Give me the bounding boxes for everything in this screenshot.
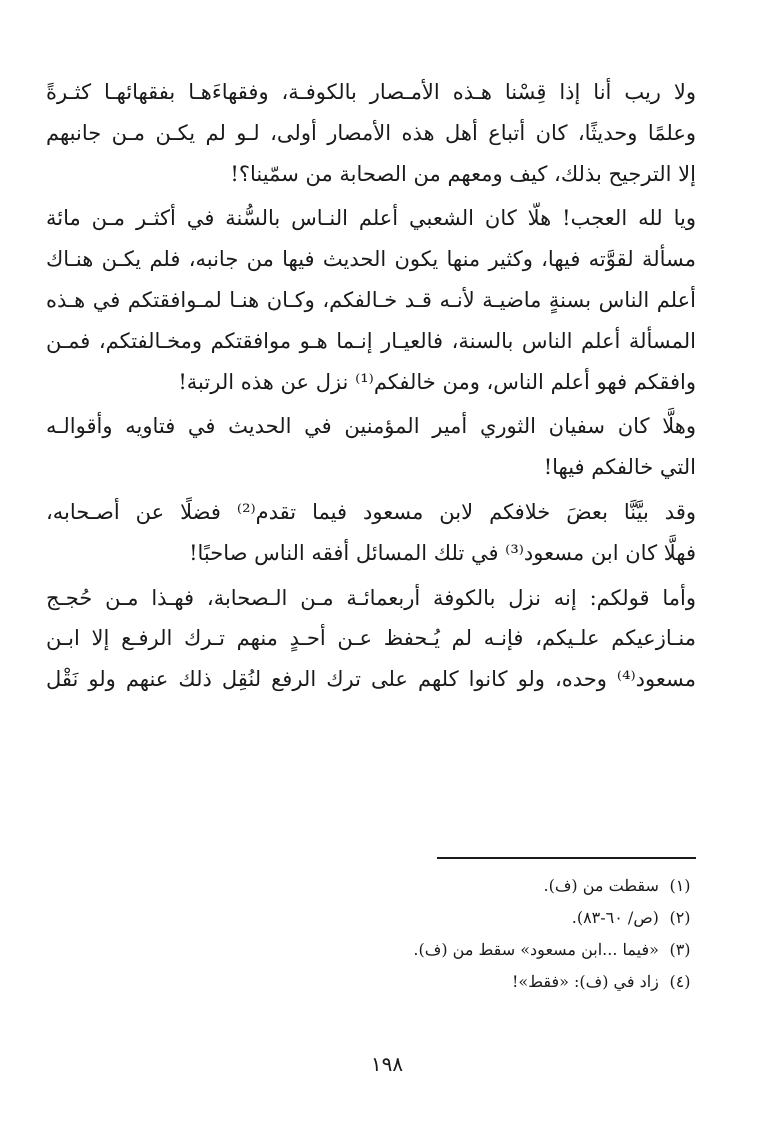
text-line: أعلم الناس بسنةٍ ماضيـة لأنـه قـد خـالفكم، وكـان هنـا لمـوافقتكم في هـذه [46, 287, 696, 312]
text-line: وعلمًا وحديثًا، كان أتباع أهل هذه الأمصار أولى، لـو لم يكـن مـن جانبهم [46, 120, 696, 145]
paragraph-4 [46, 492, 696, 574]
footnote-2 [413, 902, 696, 934]
footnote-text: (ص/ ٦٠-٨٣). [571, 908, 659, 927]
text-line: ولا ريب أنا إذا قِسْنا هـذه الأمـصار بالكوفـة، وفقهاءَهـا بفقهائهـا كثـرةً [46, 80, 696, 104]
footnotes [413, 870, 696, 998]
text-line: المسألة أعلم الناس بالسنة، فالعيـار إنـما هـو موافقتكم ومخـالفتكم، فمـن [46, 328, 696, 353]
footnote-number: (١) [669, 876, 691, 895]
paragraph-2 [46, 198, 696, 402]
text-line: مسألة لقوَّته فيها، وكثير منها يكون الحديث فيها من جانبه، فلم يكـن هنـاك [46, 247, 696, 272]
footnote-text: زاد في (ف): «فقط»! [511, 972, 659, 991]
paragraph-3 [46, 406, 696, 488]
paragraph-1 [46, 72, 696, 194]
footnote-number: (٢) [669, 908, 691, 927]
footnote-separator [437, 857, 696, 859]
main-text [46, 72, 696, 704]
paragraph-5 [46, 578, 696, 700]
text-line: وهلَّا كان سفيان الثوري أمير المؤمنين في الحديث في فتاويه وأقوالـه [46, 414, 696, 439]
page-number: ١٩٨ [370, 1052, 404, 1076]
text-line: وافقكم فهو أعلم الناس، ومن خالفكم⁽¹⁾ نزل عن هذه الرتبة! [178, 369, 696, 394]
text-line: وقد بيَّنَّا بعضَ خلافكم لابن مسعود فيما تقدم⁽²⁾ فضلًا عن أصـحابه، [46, 499, 696, 524]
text-line: مسعود⁽⁴⁾ وحده، ولو كانوا كلهم على ترك الرفع لنُقِل ذلك عنهم ولو نَقْل [46, 667, 696, 692]
footnote-number: (٤) [669, 972, 691, 991]
text-line: وأما قولكم: إنه نزل بالكوفة أربعمائـة مـن الـصحابة، فهـذا مـن حُجـج [46, 585, 696, 610]
footnote-text: «فيما ...ابن مسعود» سقط من (ف). [413, 940, 659, 959]
footnote-number: (٣) [669, 940, 691, 959]
footnote-4 [413, 966, 696, 998]
text-line: التي خالفكم فيها! [543, 455, 696, 480]
text-line: ويا لله العجب! هلّا كان الشعبي أعلم النـاس بالسُّنة في أكثـر مـن مائة [46, 206, 696, 231]
footnote-1 [413, 870, 696, 902]
footnote-3 [413, 934, 696, 966]
footnote-text: سقطت من (ف). [543, 876, 659, 895]
text-line: منـازعيكم علـيكم، فإنـه لم يُـحفظ عـن أحـدٍ منهم تـرك الرفـع إلا ابـن [46, 626, 696, 651]
text-line: فهلَّا كان ابن مسعود⁽³⁾ في تلك المسائل أفقه الناس صاحبًا! [189, 540, 696, 565]
text-line: إلا الترجيح بذلك، كيف ومعهم من الصحابة من سمّينا؟! [230, 161, 696, 186]
